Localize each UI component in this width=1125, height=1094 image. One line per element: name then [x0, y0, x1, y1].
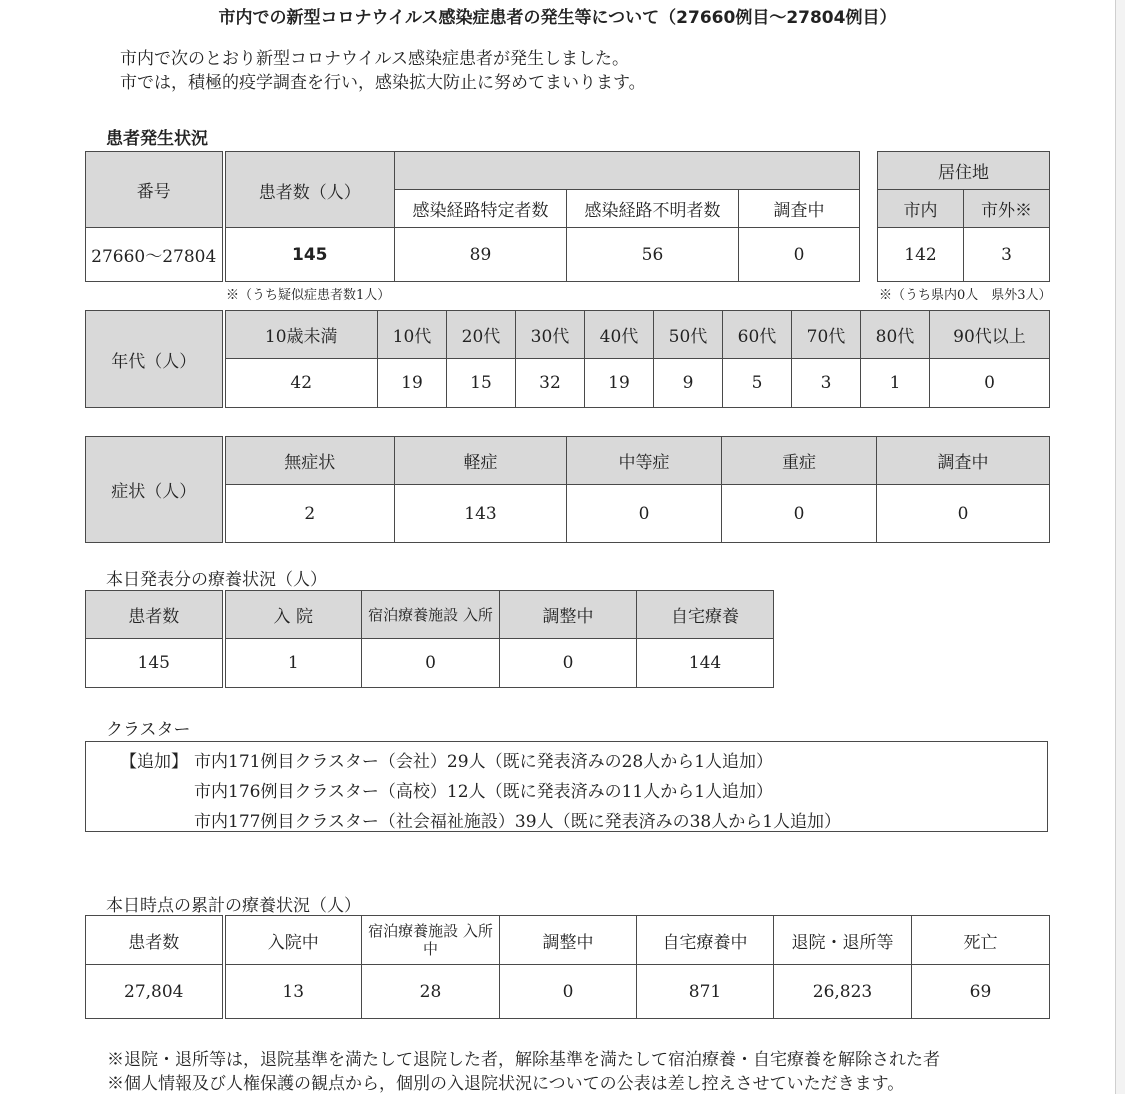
symptom-header: 無症状 — [224, 437, 395, 485]
symptom-header: 調査中 — [877, 437, 1050, 485]
page-title: 市内での新型コロナウイルス感染症患者の発生等について（27660例目～27804例目） — [218, 8, 897, 28]
header-patients: 患者数（人） — [224, 152, 395, 228]
cumulative-value: 13 — [224, 965, 362, 1019]
age-table — [85, 310, 1050, 408]
today-header: 入 院 — [224, 591, 362, 639]
cumulative-header: 退院・退所等 — [774, 916, 912, 965]
symptom-value: 0 — [722, 485, 877, 543]
age-value: 32 — [516, 359, 585, 408]
age-value: 19 — [585, 359, 654, 408]
note-suspected: ※（うち疑似症患者数1人） — [226, 288, 391, 303]
residence-table — [877, 151, 1050, 282]
age-header: 70代 — [792, 311, 861, 359]
age-value: 1 — [861, 359, 930, 408]
age-value: 0 — [930, 359, 1050, 408]
intro-line-2: 市では，積極的疫学調査を行い，感染拡大防止に努めてまいります。 — [120, 73, 646, 93]
today-value: 0 — [500, 639, 637, 688]
cluster-title: クラスター — [106, 720, 191, 740]
header-number: 番号 — [86, 152, 224, 228]
age-value: 42 — [224, 359, 378, 408]
cumulative-value: 26,823 — [774, 965, 912, 1019]
value-patients: 145 — [224, 228, 395, 282]
patients-table — [85, 151, 860, 282]
symptom-value: 2 — [224, 485, 395, 543]
age-value: 3 — [792, 359, 861, 408]
value-out-city: 3 — [964, 228, 1050, 282]
value-untraced: 56 — [567, 228, 739, 282]
age-value: 19 — [378, 359, 447, 408]
age-value: 5 — [723, 359, 792, 408]
symptom-header: 軽症 — [395, 437, 567, 485]
cluster-tag: 【追加】 — [120, 752, 188, 772]
age-header: 90代以上 — [930, 311, 1050, 359]
page-edge — [1115, 0, 1116, 1094]
cumulative-header: 入院中 — [224, 916, 362, 965]
cumulative-header: 患者数 — [86, 916, 224, 965]
value-number: 27660～27804 — [86, 228, 224, 282]
age-value: 9 — [654, 359, 723, 408]
symptom-value: 0 — [877, 485, 1050, 543]
value-traced: 89 — [395, 228, 567, 282]
age-value: 15 — [447, 359, 516, 408]
today-care-table — [85, 590, 774, 688]
header-out-city: 市外※ — [964, 190, 1050, 228]
cumulative-header: 宿泊療養施設 入所中 — [362, 916, 500, 965]
header-in-city: 市内 — [878, 190, 964, 228]
age-label: 年代（人） — [86, 311, 224, 408]
header-blank — [395, 152, 860, 190]
cumulative-header: 自宅療養中 — [637, 916, 774, 965]
footnote-2: ※個人情報及び人権保護の観点から，個別の入退院状況についての公表は差し控えさせていただきます。 — [107, 1074, 905, 1094]
symptom-header: 中等症 — [567, 437, 722, 485]
today-care-title: 本日発表分の療養状況（人） — [106, 570, 327, 590]
today-value: 1 — [224, 639, 362, 688]
intro-line-1: 市内で次のとおり新型コロナウイルス感染症患者が発生しました。 — [120, 49, 629, 69]
today-value: 144 — [637, 639, 774, 688]
cumulative-header: 調整中 — [500, 916, 637, 965]
header-investigating: 調査中 — [739, 190, 860, 228]
cumulative-title: 本日時点の累計の療養状況（人） — [106, 896, 361, 916]
cumulative-value: 871 — [637, 965, 774, 1019]
patients-section-title: 患者発生状況 — [106, 129, 208, 149]
cumulative-value: 69 — [912, 965, 1050, 1019]
header-traced: 感染経路特定者数 — [395, 190, 567, 228]
symptoms-table — [85, 436, 1050, 543]
age-header: 50代 — [654, 311, 723, 359]
header-untraced: 感染経路不明者数 — [567, 190, 739, 228]
today-header: 自宅療養 — [637, 591, 774, 639]
note-out-city: ※（うち県内0人 県外3人） — [879, 288, 1052, 303]
today-value: 0 — [362, 639, 500, 688]
cumulative-table — [85, 915, 1050, 1019]
age-header: 60代 — [723, 311, 792, 359]
cluster-box — [85, 741, 1048, 832]
symptom-header: 重症 — [722, 437, 877, 485]
age-header: 20代 — [447, 311, 516, 359]
symptoms-label: 症状（人） — [86, 437, 224, 543]
cumulative-header: 死亡 — [912, 916, 1050, 965]
today-header: 患者数 — [86, 591, 224, 639]
symptom-value: 0 — [567, 485, 722, 543]
age-header: 10歳未満 — [224, 311, 378, 359]
cluster-line: 市内176例目クラスター（高校）12人（既に発表済みの11人から1人追加） — [194, 782, 774, 802]
cluster-line: 市内171例目クラスター（会社）29人（既に発表済みの28人から1人追加） — [194, 752, 774, 772]
age-header: 80代 — [861, 311, 930, 359]
cumulative-value: 28 — [362, 965, 500, 1019]
footnote-1: ※退院・退所等は，退院基準を満たして退院した者，解除基準を満たして宿泊療養・自宅療養を解除された者 — [107, 1050, 940, 1070]
cumulative-value: 0 — [500, 965, 637, 1019]
today-header: 宿泊療養施設 入所 — [362, 591, 500, 639]
age-header: 40代 — [585, 311, 654, 359]
value-investigating: 0 — [739, 228, 860, 282]
header-residence: 居住地 — [878, 152, 1050, 190]
age-header: 30代 — [516, 311, 585, 359]
cumulative-value: 27,804 — [86, 965, 224, 1019]
today-value: 145 — [86, 639, 224, 688]
age-header: 10代 — [378, 311, 447, 359]
symptom-value: 143 — [395, 485, 567, 543]
cluster-line: 市内177例目クラスター（社会福祉施設）39人（既に発表済みの38人から1人追加） — [194, 812, 842, 832]
value-in-city: 142 — [878, 228, 964, 282]
today-header: 調整中 — [500, 591, 637, 639]
